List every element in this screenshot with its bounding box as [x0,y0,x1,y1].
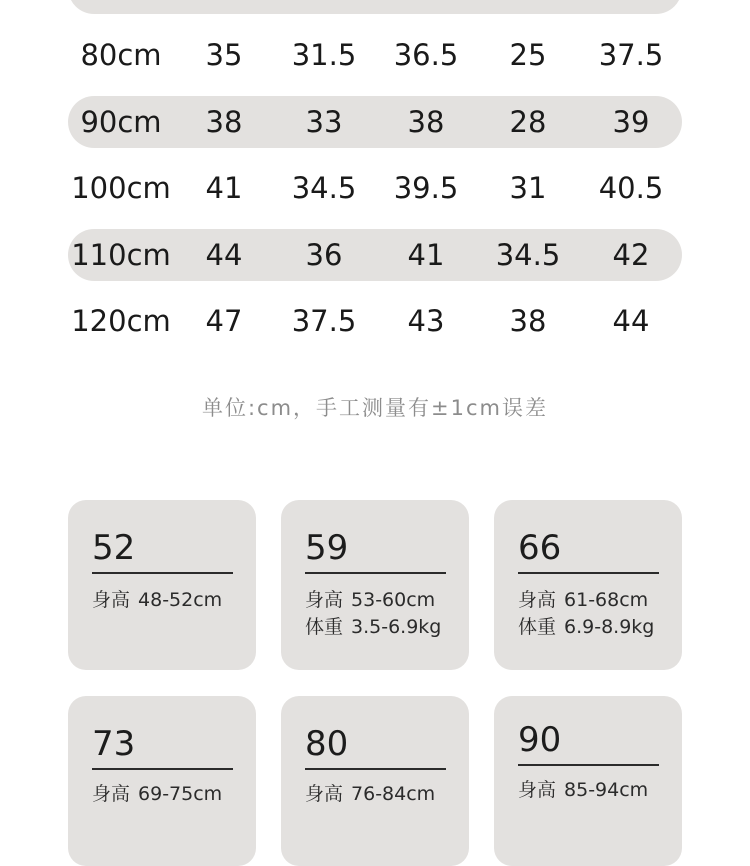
weight-value: 6.9-8.9kg [564,616,655,638]
table-cell: 33 [305,105,343,139]
table-cell: 41 [205,171,243,205]
table-cell: 38 [205,105,243,139]
table-cell: 28 [509,105,547,139]
table-cell: 110cm [71,238,171,272]
table-header-row [68,0,682,14]
size-number: 59 [305,528,349,568]
table-cell: 100cm [71,171,171,205]
table-cell: 90cm [80,105,162,139]
height-label: 身高 [92,783,131,805]
height-line [518,778,648,802]
divider [92,572,233,574]
size-number: 66 [518,528,562,568]
height-value: 85-94cm [564,779,649,801]
divider [305,572,446,574]
height-value: 53-60cm [351,589,436,611]
measurement-note: 单位:cm，手工测量有±1cm误差 [201,396,549,420]
table-cell: 44 [612,304,650,338]
table-cell: 37.5 [598,38,664,72]
divider [92,768,233,770]
size-number: 52 [92,528,136,568]
height-line [305,588,435,612]
size-card [494,500,682,670]
height-line [92,782,222,806]
weight-label: 体重 [518,616,557,638]
height-line [518,588,648,612]
weight-value: 3.5-6.9kg [351,616,442,638]
height-label: 身高 [305,589,344,611]
table-cell: 80cm [80,38,162,72]
table-cell: 34.5 [495,238,561,272]
height-label: 身高 [92,589,131,611]
height-label: 身高 [518,779,557,801]
height-value: 76-84cm [351,783,436,805]
table-cell: 35 [205,38,243,72]
weight-line [305,615,441,639]
table-cell: 40.5 [598,171,664,205]
table-cell: 36 [305,238,343,272]
size-number: 73 [92,724,136,764]
size-card [281,696,469,866]
table-cell: 42 [612,238,650,272]
height-label: 身高 [305,783,344,805]
height-line [305,782,435,806]
table-cell: 120cm [71,304,171,338]
table-row [68,162,682,214]
table-cell: 47 [205,304,243,338]
table-cell: 25 [509,38,547,72]
table-row [68,295,682,347]
table-cell: 36.5 [393,38,459,72]
size-card [281,500,469,670]
height-value: 69-75cm [138,783,223,805]
size-number: 90 [518,720,562,760]
table-cell: 31.5 [291,38,357,72]
table-cell: 31 [509,171,547,205]
table-cell: 37.5 [291,304,357,338]
height-line [92,588,222,612]
divider [305,768,446,770]
table-row [68,96,682,148]
size-card [68,696,256,866]
table-row [68,29,682,81]
size-card [494,696,682,866]
table-cell: 38 [407,105,445,139]
height-value: 48-52cm [138,589,223,611]
table-cell: 39.5 [393,171,459,205]
table-cell: 41 [407,238,445,272]
table-cell: 44 [205,238,243,272]
table-row [68,229,682,281]
weight-label: 体重 [305,616,344,638]
table-cell: 38 [509,304,547,338]
divider [518,764,659,766]
height-value: 61-68cm [564,589,649,611]
weight-line [518,615,654,639]
table-cell: 43 [407,304,445,338]
height-label: 身高 [518,589,557,611]
size-card [68,500,256,670]
divider [518,572,659,574]
table-cell: 39 [612,105,650,139]
size-number: 80 [305,724,349,764]
table-cell: 34.5 [291,171,357,205]
